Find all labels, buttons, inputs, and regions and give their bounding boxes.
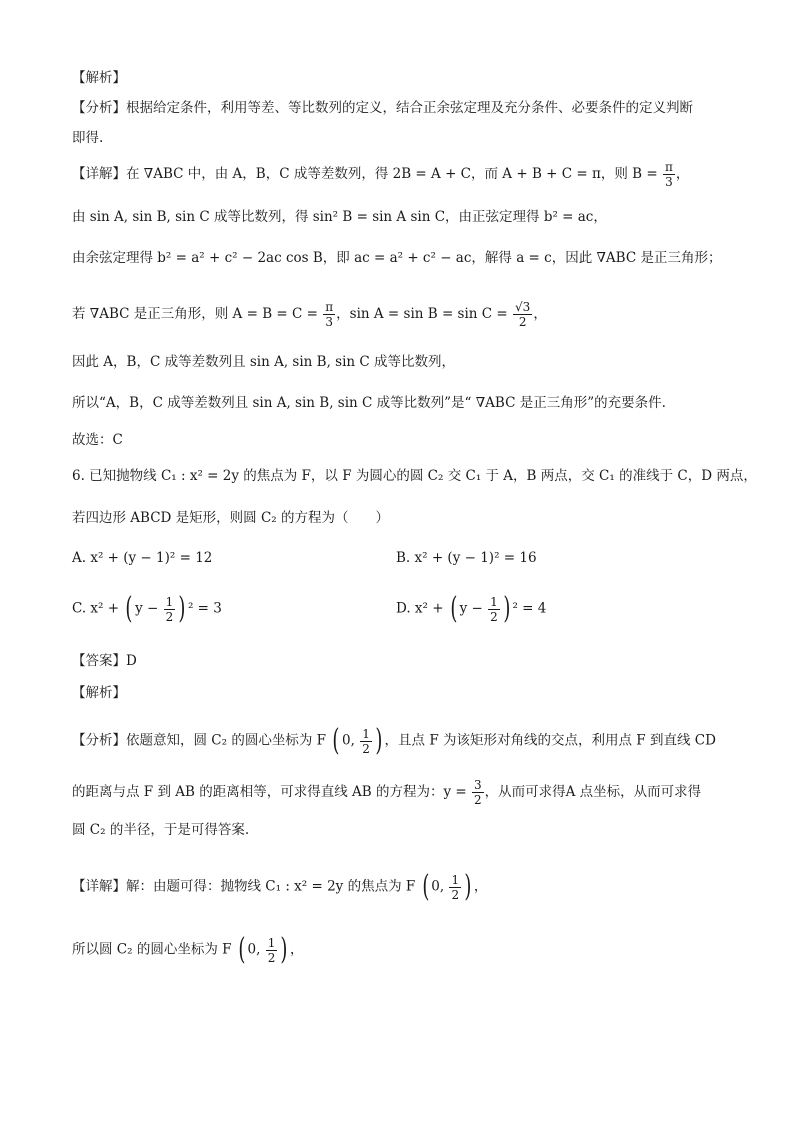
solution-analysis-line-3: 圆 C₂ 的半径，于是可得答案. xyxy=(72,822,250,838)
detail-line-4-text: 若 ∇ABC 是正三角形，则 A = B = C = xyxy=(72,306,318,322)
fraction-one-half xyxy=(164,595,176,624)
question-6-line-2: 若四边形 ABCD 是矩形，则圆 C₂ 的方程为（ ） xyxy=(72,510,389,526)
fraction-denominator: 2 xyxy=(362,741,370,756)
fraction-numerator: 1 xyxy=(267,935,276,950)
point-coord: 0, xyxy=(342,732,355,749)
fraction-numerator: √3 xyxy=(515,300,531,314)
fraction-denominator: 3 xyxy=(325,315,334,329)
solution-detail-end-2: ， xyxy=(290,941,304,958)
fraction-numerator: 1 xyxy=(165,594,174,609)
left-paren: ( xyxy=(125,591,133,626)
option-d-inner: y − xyxy=(459,600,483,617)
detail-line-1-text: 【详解】在 ∇ABC 中，由 A，B，C 成等差数列，得 2B = A + C，而 A + B + C = π，则 B = xyxy=(72,166,658,182)
point-coord: 0, xyxy=(247,941,261,958)
fraction-pi-over-3 xyxy=(663,160,675,189)
solution-analysis-line-2 xyxy=(72,778,734,807)
fraction-numerator: π xyxy=(664,160,673,174)
analysis-line-2: 即得. xyxy=(72,130,104,146)
solution-analysis-text-2: 的距离与点 F 到 AB 的距离相等，可求得直线 AB 的方程为：y = xyxy=(72,784,467,800)
right-paren: ) xyxy=(375,723,383,758)
detail-line-1-end: ， xyxy=(675,166,690,182)
fraction-denominator: 2 xyxy=(165,609,174,624)
fraction-numerator: π xyxy=(325,300,334,314)
detail-line-4-mid: ，sin A = sin B = sin C = xyxy=(336,306,508,322)
right-paren: ) xyxy=(280,932,288,967)
solution-analysis-line-1 xyxy=(72,723,734,758)
solution-detail-line-2 xyxy=(72,932,734,967)
fraction-denominator: 2 xyxy=(518,315,527,329)
fraction-numerator: 3 xyxy=(473,778,482,792)
solution-detail-text-2: 所以圆 C₂ 的圆心坐标为 F xyxy=(72,941,232,958)
solution-detail-text: 【详解】解：由题可得：抛物线 C₁ : x² = 2y 的焦点为 F xyxy=(72,878,416,895)
fraction-denominator: 2 xyxy=(451,887,460,902)
answer-line: 【答案】D xyxy=(72,653,137,669)
analysis-line-1: 【分析】根据给定条件，利用等差、等比数列的定义，结合正余弦定理及充分条件、必要条件的定义判断 xyxy=(72,100,693,116)
detail-line-1 xyxy=(72,160,734,189)
right-paren: ) xyxy=(503,591,511,626)
left-paren: ( xyxy=(332,723,340,758)
detail-line-2: 由 sin A, sin B, sin C 成等比数列，得 sin² B = sin A sin C，由正弦定理得 b² = ac， xyxy=(72,209,607,225)
solution-analysis-text: 【分析】依题意知，圆 C₂ 的圆心坐标为 F xyxy=(72,732,326,749)
right-paren: ) xyxy=(464,869,472,904)
fraction-denominator: 3 xyxy=(665,175,673,189)
left-paren: ( xyxy=(450,591,458,626)
solution-detail-end: ， xyxy=(473,878,488,895)
option-a: A. x² + (y − 1)² = 12 xyxy=(72,550,213,566)
answer-choice-line: 故选：C xyxy=(72,432,123,448)
detail-line-4-end: ， xyxy=(533,306,547,322)
fraction-numerator: 1 xyxy=(451,872,460,887)
detail-line-6: 所以“A，B，C 成等差数列且 sin A, sin B, sin C 成等比数列”是“ ∇ABC 是正三角形”的充要条件. xyxy=(72,395,666,411)
analysis-heading: 【解析】 xyxy=(72,70,126,86)
fraction-denominator: 2 xyxy=(267,950,276,965)
option-c-pre: C. x² + xyxy=(72,600,120,617)
solution-detail-line-1 xyxy=(72,869,734,904)
fraction-numerator: 1 xyxy=(490,594,498,609)
fraction-denominator: 2 xyxy=(473,793,482,807)
fraction-one-half xyxy=(488,595,500,624)
fraction-numerator: 1 xyxy=(362,726,370,741)
fraction-denominator: 2 xyxy=(490,609,498,624)
detail-line-5: 因此 A，B，C 成等差数列且 sin A, sin B, sin C 成等比数列， xyxy=(72,354,456,370)
option-b: B. x² + (y − 1)² = 16 xyxy=(396,550,537,566)
fraction-pi-over-3-b xyxy=(323,300,335,329)
right-paren: ) xyxy=(178,591,186,626)
fraction-one-half xyxy=(360,727,372,756)
detail-line-3: 由余弦定理得 b² = a² + c² − 2ac cos B，即 ac = a² + c² − ac，解得 a = c，因此 ∇ABC 是正三角形； xyxy=(72,250,722,266)
question-6-line-1: 6. 已知抛物线 C₁ : x² = 2y 的焦点为 F，以 F 为圆心的圆 C₂ 交 C₁ 于 A，B 两点，交 C₁ 的准线于 C，D 两点， xyxy=(72,468,757,484)
left-paren: ( xyxy=(421,869,429,904)
left-paren: ( xyxy=(238,932,246,967)
option-d-post: ² = 4 xyxy=(512,600,547,617)
option-c xyxy=(72,591,222,626)
solution-analysis-rest: ，且点 F 为该矩形对角线的交点，利用点 F 到直线 CD xyxy=(384,732,716,749)
solution-heading: 【解析】 xyxy=(72,685,126,701)
option-c-inner: y − xyxy=(135,600,159,617)
detail-line-4 xyxy=(72,300,734,329)
fraction-three-halves xyxy=(472,778,484,807)
fraction-one-half xyxy=(266,936,278,965)
fraction-one-half xyxy=(449,873,461,902)
fraction-sqrt3-over-2 xyxy=(513,300,532,329)
point-coord: 0, xyxy=(431,878,445,895)
option-c-post: ² = 3 xyxy=(187,600,222,617)
option-d xyxy=(396,591,547,626)
solution-analysis-rest-2: ，从而可求得A 点坐标，从而可求得 xyxy=(484,784,702,800)
option-d-pre: D. x² + xyxy=(396,600,444,617)
